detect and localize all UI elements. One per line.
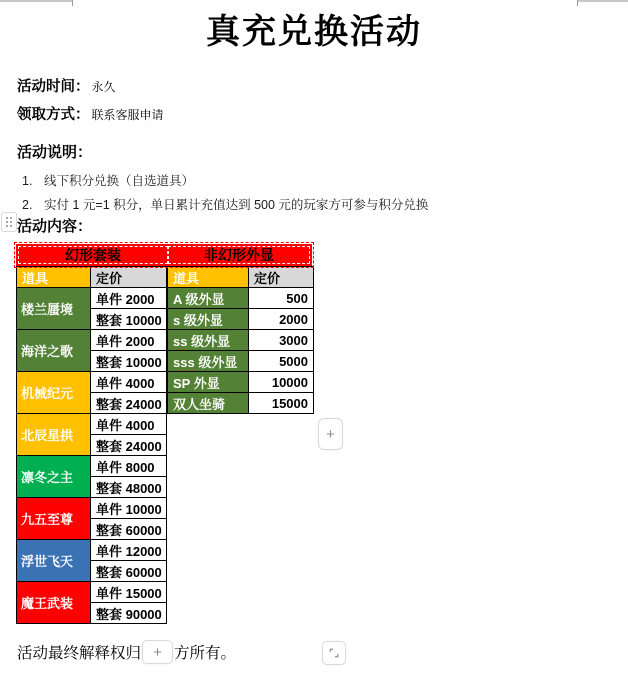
- table-row: [168, 288, 314, 309]
- item-name-cell: 双人坐骑: [168, 393, 249, 414]
- item-name-cell: 浮世飞天: [17, 540, 91, 582]
- price-cell: 500: [249, 288, 314, 309]
- unit-price-cell: 单件 12000: [91, 540, 167, 561]
- set-price-cell: 整套 10000: [91, 309, 167, 330]
- plus-icon: +: [326, 425, 335, 443]
- column-header-price: 定价: [91, 267, 167, 288]
- field-claim-method: [17, 103, 164, 124]
- item-name-cell: 机械纪元: [17, 372, 91, 414]
- item-name-cell: 北辰星拱: [17, 414, 91, 456]
- price-cell: 10000: [249, 372, 314, 393]
- outfit-price-table: [167, 266, 314, 414]
- item-name-cell: s 级外显: [168, 309, 249, 330]
- section-activity-content: 活动内容：: [17, 218, 93, 235]
- table-row: [17, 372, 167, 393]
- pricing-table: [16, 244, 314, 624]
- set-price-cell: 整套 60000: [91, 561, 167, 582]
- set-price-cell: 整套 48000: [91, 477, 167, 498]
- item-name-cell: 海洋之歌: [17, 330, 91, 372]
- table-row: [17, 330, 167, 351]
- expand-button[interactable]: [322, 641, 346, 665]
- set-price-cell: 整套 24000: [91, 435, 167, 456]
- table-row: [17, 414, 167, 435]
- field-activity-time: [17, 75, 116, 96]
- item-name-cell: sss 级外显: [168, 351, 249, 372]
- footer-disclaimer: [17, 639, 236, 665]
- item-name-cell: 九五至尊: [17, 498, 91, 540]
- unit-price-cell: 单件 4000: [91, 372, 167, 393]
- item-name-cell: ss 级外显: [168, 330, 249, 351]
- insert-block-button[interactable]: [142, 640, 173, 664]
- item-name-cell: SP 外显: [168, 372, 249, 393]
- footer-text-post: 方所有。: [174, 645, 237, 662]
- activity-time-label: 活动时间：: [17, 79, 90, 95]
- claim-method-value: 联系客服申请: [91, 108, 164, 122]
- claim-method-label: 领取方式：: [17, 107, 90, 123]
- column-header-item: 道具: [168, 267, 249, 288]
- window-edge-left: [0, 0, 73, 2]
- column-header-item: 道具: [17, 267, 91, 288]
- table-row: [168, 351, 314, 372]
- plus-icon: +: [153, 643, 162, 661]
- table-row: [168, 330, 314, 351]
- item-name-cell: A 级外显: [168, 288, 249, 309]
- group-header-non-fashion: 非幻形外显: [168, 246, 310, 264]
- unit-price-cell: 单件 15000: [91, 582, 167, 603]
- list-item: [22, 195, 428, 213]
- list-text: 实付 1 元=1 积分，单日累计充值达到 500 元的玩家方可参与积分兑换: [44, 198, 429, 212]
- suit-price-table: [16, 266, 167, 624]
- table-row: [168, 372, 314, 393]
- table-row: [17, 288, 167, 309]
- misspelled-text: ss: [173, 333, 188, 349]
- table-row: [168, 393, 314, 414]
- price-cell: 15000: [249, 393, 314, 414]
- window-edge-right: [577, 0, 628, 2]
- unit-price-cell: 单件 2000: [91, 288, 167, 309]
- group-header-fashion-suits: 幻形套装: [18, 246, 168, 264]
- table-row: [168, 309, 314, 330]
- list-text: 线下积分兑换（自选道具）: [44, 174, 195, 188]
- misspelled-text: sss: [173, 354, 195, 370]
- set-price-cell: 整套 24000: [91, 393, 167, 414]
- activity-time-value: 永久: [91, 80, 116, 94]
- column-header-price: 定价: [249, 267, 314, 288]
- set-price-cell: 整套 60000: [91, 519, 167, 540]
- set-price-cell: 整套 90000: [91, 603, 167, 624]
- expand-icon: [328, 647, 340, 659]
- item-name-cell: 魔王武装: [17, 582, 91, 624]
- price-cell: 3000: [249, 330, 314, 351]
- list-number: 2.: [22, 198, 33, 212]
- unit-price-cell: 单件 10000: [91, 498, 167, 519]
- unit-price-cell: 单件 8000: [91, 456, 167, 477]
- add-column-button[interactable]: [318, 418, 343, 450]
- item-name-cell: 楼兰蜃境: [17, 288, 91, 330]
- drag-dots-icon: [6, 217, 12, 227]
- price-cell: 5000: [249, 351, 314, 372]
- table-row: [17, 456, 167, 477]
- table-row: [17, 582, 167, 603]
- section-activity-description: 活动说明：: [17, 144, 93, 161]
- block-drag-handle-icon[interactable]: [1, 212, 17, 232]
- table-row: [17, 498, 167, 519]
- unit-price-cell: 单件 2000: [91, 330, 167, 351]
- set-price-cell: 整套 10000: [91, 351, 167, 372]
- table-row: [17, 540, 167, 561]
- footer-text-pre: 活动最终解释权归: [17, 645, 142, 662]
- unit-price-cell: 单件 4000: [91, 414, 167, 435]
- table-group-header: [16, 244, 312, 266]
- item-name-cell: 凛冬之主: [17, 456, 91, 498]
- list-number: 1.: [22, 174, 33, 188]
- list-item: [22, 171, 194, 189]
- page-title: 真充兑换活动: [206, 12, 422, 52]
- price-cell: 2000: [249, 309, 314, 330]
